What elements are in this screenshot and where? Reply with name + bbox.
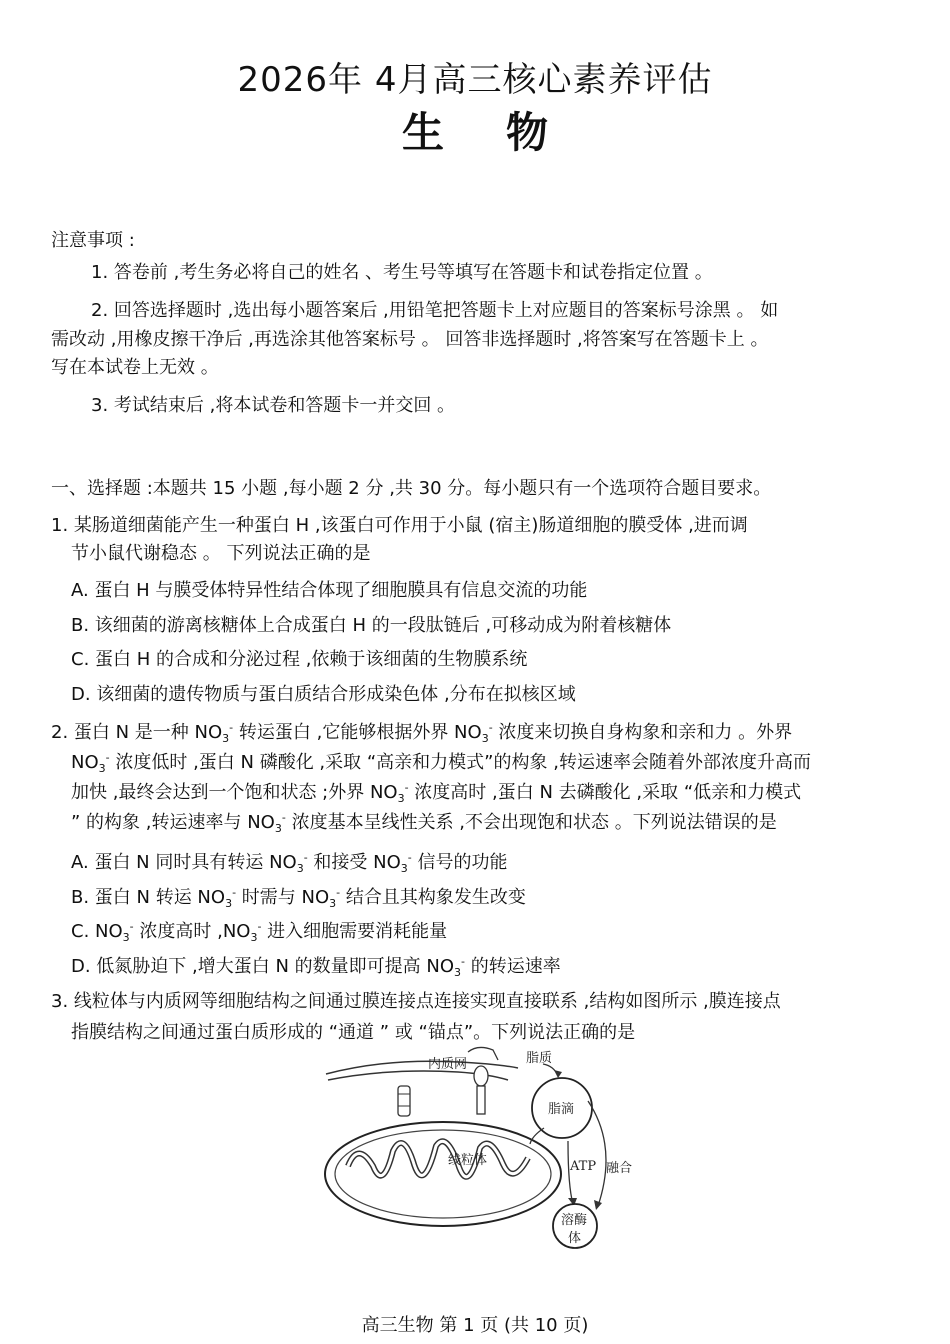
label-lysosome-2: 体	[568, 1231, 582, 1246]
q2-option-d: D. 低氮胁迫下 ,增大蛋白 N 的数量即可提高 $NO_3^-$ 的转运速率	[71, 955, 561, 979]
label-lipid: 脂质	[526, 1051, 553, 1066]
q1-option-b: B. 该细菌的游离核糖体上合成蛋白 H 的一段肽链后 ,可移动成为附着核糖体	[71, 615, 672, 636]
q1-option-c: C. 蛋白 H 的合成和分泌过程 ,依赖于该细菌的生物膜系统	[71, 649, 528, 670]
section-heading: 一、选择题 :本题共 15 小题 ,每小题 2 分 ,共 30 分。每小题只有一个选项符合题目要求。	[51, 478, 772, 499]
q2-stem-line-2: $NO_3^-$ 浓度低时 ,蛋白 N 磷酸化 ,采取 “高亲和力模式”的构象 ,转运速率会随着外部浓度升高而	[71, 751, 811, 775]
q2-option-a: A. 蛋白 N 同时具有转运 $NO_3^-$ 和接受 $NO_3^-$ 信号的功能	[71, 851, 508, 875]
q1-stem-line-2: 节小鼠代谢稳态 。 下列说法正确的是	[71, 543, 371, 564]
exam-title: 2026年 4月高三核心素养评估	[237, 60, 713, 100]
label-lysosome-1: 溶酶	[561, 1213, 588, 1228]
organelle-contact-diagram	[318, 1046, 648, 1252]
q2-stem-line-1: 2. 蛋白 N 是一种 $NO_3^-$ 转运蛋白 ,它能够根据外界 $NO_3^-$ 浓度来切换自身构象和亲和力 。外界	[51, 721, 793, 745]
notice-item-2-line-2: 需改动 ,用橡皮擦干净后 ,再选涂其他答案标号 。 回答非选择题时 ,将答案写在答题卡上 。	[51, 329, 769, 350]
q1-option-d: D. 该细菌的遗传物质与蛋白质结合形成染色体 ,分布在拟核区域	[71, 684, 576, 705]
q1-stem-line-1: 1. 某肠道细菌能产生一种蛋白 H ,该蛋白可作用于小鼠 (宿主)肠道细胞的膜受体 ,进而调	[51, 515, 748, 536]
label-lipid-droplet: 脂滴	[548, 1102, 575, 1117]
q2-stem-line-3: 加快 ,最终会达到一个饱和状态 ;外界 $NO_3^-$ 浓度高时 ,蛋白 N 去磷酸化 ,采取 “低亲和力模式	[71, 781, 802, 805]
notice-item-3: 3. 考试结束后 ,将本试卷和答题卡一并交回 。	[91, 395, 456, 416]
q2-option-c: C. $NO_3^-$ 浓度高时 $,NO_3^-$ 进入细胞需要消耗能量	[71, 920, 448, 944]
page-footer: 高三生物 第 1 页 (共 10 页)	[361, 1315, 589, 1336]
notice-item-2-line-3: 写在本试卷上无效 。	[51, 357, 219, 378]
notice-item-2-line-1: 2. 回答选择题时 ,选出每小题答案后 ,用铅笔把答题卡上对应题目的答案标号涂黑 。 如	[91, 300, 779, 321]
q2-option-b: B. 蛋白 N 转运 $NO_3^-$ 时需与 $NO_3^-$ 结合且其构象发生改变	[71, 886, 526, 910]
q2-stem-line-4: ” 的构象 ,转运速率与 $NO_3^-$ 浓度基本呈线性关系 ,不会出现饱和状态 。下列说法错误的是	[71, 811, 777, 835]
notice-item-1: 1. 答卷前 ,考生务必将自己的姓名 、考生号等填写在答题卡和试卷指定位置 。	[91, 262, 713, 283]
notice-heading: 注意事项 :	[51, 230, 135, 251]
q3-stem-line-2: 指膜结构之间通过蛋白质形成的 “通道 ” 或 “锚点”。下列说法正确的是	[71, 1022, 636, 1043]
q1-option-a: A. 蛋白 H 与膜受体特异性结合体现了细胞膜具有信息交流的功能	[71, 580, 588, 601]
subject-title: 生物	[401, 108, 610, 157]
q3-stem-line-1: 3. 线粒体与内质网等细胞结构之间通过膜连接点连接实现直接联系 ,结构如图所示 ,膜连接点	[51, 991, 781, 1012]
label-er: 内质网	[428, 1057, 468, 1072]
label-atp: ATP	[570, 1159, 597, 1174]
label-mitochondrion: 线粒体	[448, 1153, 488, 1168]
label-fusion: 融合	[606, 1161, 633, 1176]
